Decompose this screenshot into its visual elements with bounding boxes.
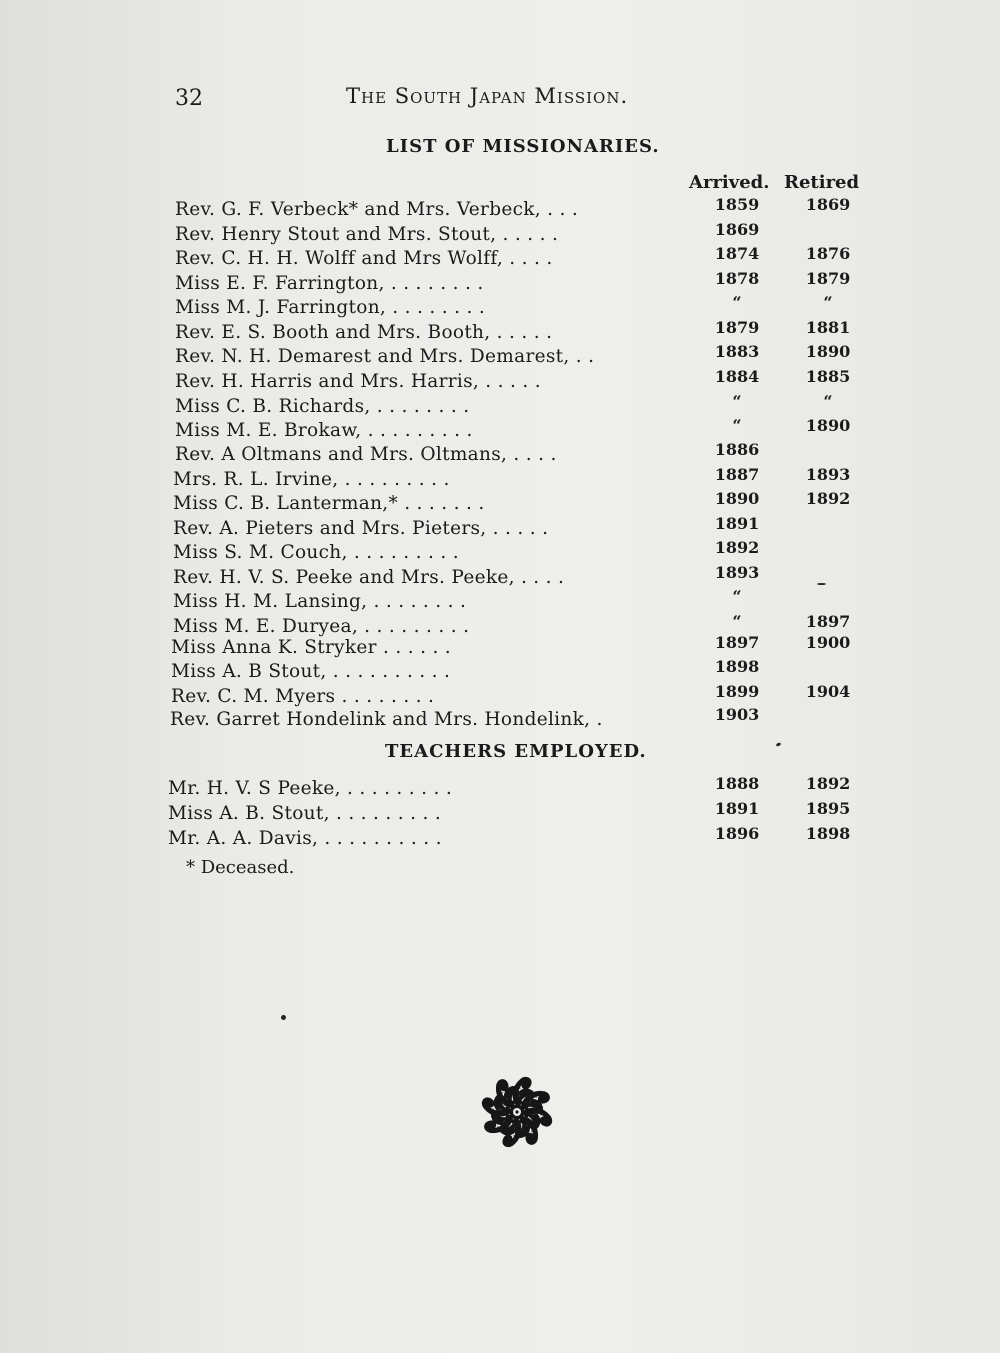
table-row [0, 824, 1000, 852]
page-number: 32 [175, 86, 203, 111]
table-row [0, 563, 1000, 591]
row-name: Rev. H. Harris and Mrs. Harris, . . . . . [175, 371, 541, 392]
table-row [0, 682, 1000, 710]
row-retired: 1890 [805, 416, 851, 435]
row-name: Mr. H. V. S Peeke, . . . . . . . . . [168, 778, 453, 799]
row-arrived: 1884 [714, 367, 760, 386]
table-row [0, 705, 1000, 733]
ink-speck [817, 583, 826, 585]
row-name: Rev. G. F. Verbeck* and Mrs. Verbeck, . . . [175, 199, 579, 220]
row-name: Miss H. M. Lansing, . . . . . . . . [173, 591, 467, 612]
row-retired: 1876 [805, 244, 851, 263]
row-arrived: 1879 [714, 318, 760, 337]
ink-speck [281, 1015, 286, 1020]
row-arrived: 1891 [714, 799, 760, 818]
row-arrived: “ [732, 293, 742, 312]
row-retired: “ [823, 392, 833, 411]
row-arrived: 1874 [714, 244, 760, 263]
row-retired: 1893 [805, 465, 851, 484]
row-retired: 1892 [805, 774, 851, 793]
row-retired: 1900 [805, 633, 851, 652]
row-name: Miss A. B Stout, . . . . . . . . . . [171, 661, 451, 682]
missionaries-heading: LIST OF MISSIONARIES. [386, 136, 660, 157]
row-retired: 1869 [805, 195, 851, 214]
row-name: Rev. Henry Stout and Mrs. Stout, . . . . . [175, 224, 559, 245]
row-arrived: “ [732, 587, 742, 606]
row-arrived: “ [732, 416, 742, 435]
row-retired: 1897 [805, 612, 851, 631]
row-arrived: 1859 [714, 195, 760, 214]
row-arrived: 1886 [714, 440, 760, 459]
row-name: Miss E. F. Farrington, . . . . . . . . [175, 273, 484, 294]
row-arrived: 1878 [714, 269, 760, 288]
row-retired: 1895 [805, 799, 851, 818]
row-arrived: 1869 [714, 220, 760, 239]
row-arrived: 1897 [714, 633, 760, 652]
row-name: Rev. C. M. Myers . . . . . . . . [171, 686, 435, 707]
row-arrived: 1891 [714, 514, 760, 533]
row-retired: 1879 [805, 269, 851, 288]
table-row [0, 538, 1000, 566]
row-name: Mr. A. A. Davis, . . . . . . . . . . [168, 828, 442, 849]
row-arrived: 1899 [714, 682, 760, 701]
row-arrived: 1892 [714, 538, 760, 557]
table-row [0, 489, 1000, 517]
row-retired: 1892 [805, 489, 851, 508]
row-arrived: 1888 [714, 774, 760, 793]
row-name: Rev. H. V. S. Peeke and Mrs. Peeke, . . . . [173, 567, 565, 588]
row-arrived: 1890 [714, 489, 760, 508]
footnote: * Deceased. [186, 857, 295, 878]
row-arrived: 1883 [714, 342, 760, 361]
row-name: Miss A. B. Stout, . . . . . . . . . [168, 803, 442, 824]
row-name: Rev. N. H. Demarest and Mrs. Demarest, . . [175, 346, 595, 367]
row-name: Rev. A Oltmans and Mrs. Oltmans, . . . . [175, 444, 557, 465]
row-name: Miss C. B. Lanterman,* . . . . . . . [173, 493, 485, 514]
row-name: Miss M. E. Brokaw, . . . . . . . . . [175, 420, 473, 441]
row-retired: 1890 [805, 342, 851, 361]
row-retired: 1898 [805, 824, 851, 843]
row-name: Rev. A. Pieters and Mrs. Pieters, . . . . . [173, 518, 549, 539]
row-arrived: 1893 [714, 563, 760, 582]
table-row [0, 633, 1000, 661]
row-retired: 1904 [805, 682, 851, 701]
row-name: Miss M. J. Farrington, . . . . . . . . [175, 297, 486, 318]
row-arrived: “ [732, 612, 742, 631]
row-name: Miss S. M. Couch, . . . . . . . . . [173, 542, 459, 563]
teachers-heading: TEACHERS EMPLOYED. [385, 741, 647, 762]
row-name: Miss Anna K. Stryker . . . . . . [171, 637, 451, 658]
row-name: Rev. Garret Hondelink and Mrs. Hondelink, . [170, 709, 603, 730]
row-retired: 1885 [805, 367, 851, 386]
row-name: Rev. E. S. Booth and Mrs. Booth, . . . . . [175, 322, 553, 343]
retired-column-header: Retired [784, 172, 860, 193]
row-arrived: 1887 [714, 465, 760, 484]
row-name: Mrs. R. L. Irvine, . . . . . . . . . [173, 469, 450, 490]
row-name: Miss C. B. Richards, . . . . . . . . [175, 396, 470, 417]
table-row [0, 514, 1000, 542]
row-retired: 1881 [805, 318, 851, 337]
row-name: Rev. C. H. H. Wolff and Mrs Wolff, . . . . [175, 248, 553, 269]
row-arrived: 1896 [714, 824, 760, 843]
row-retired: “ [823, 293, 833, 312]
ink-speck [776, 742, 782, 747]
row-arrived: 1903 [714, 705, 760, 724]
row-name: Miss M. E. Duryea, . . . . . . . . . [173, 616, 470, 637]
floral-ornament-icon [463, 1058, 571, 1170]
row-arrived: 1898 [714, 657, 760, 676]
arrived-column-header: Arrived. [689, 172, 770, 193]
running-head: The South Japan Mission. [346, 84, 629, 108]
row-arrived: “ [732, 392, 742, 411]
table-row [0, 195, 1000, 223]
table-row [0, 416, 1000, 444]
